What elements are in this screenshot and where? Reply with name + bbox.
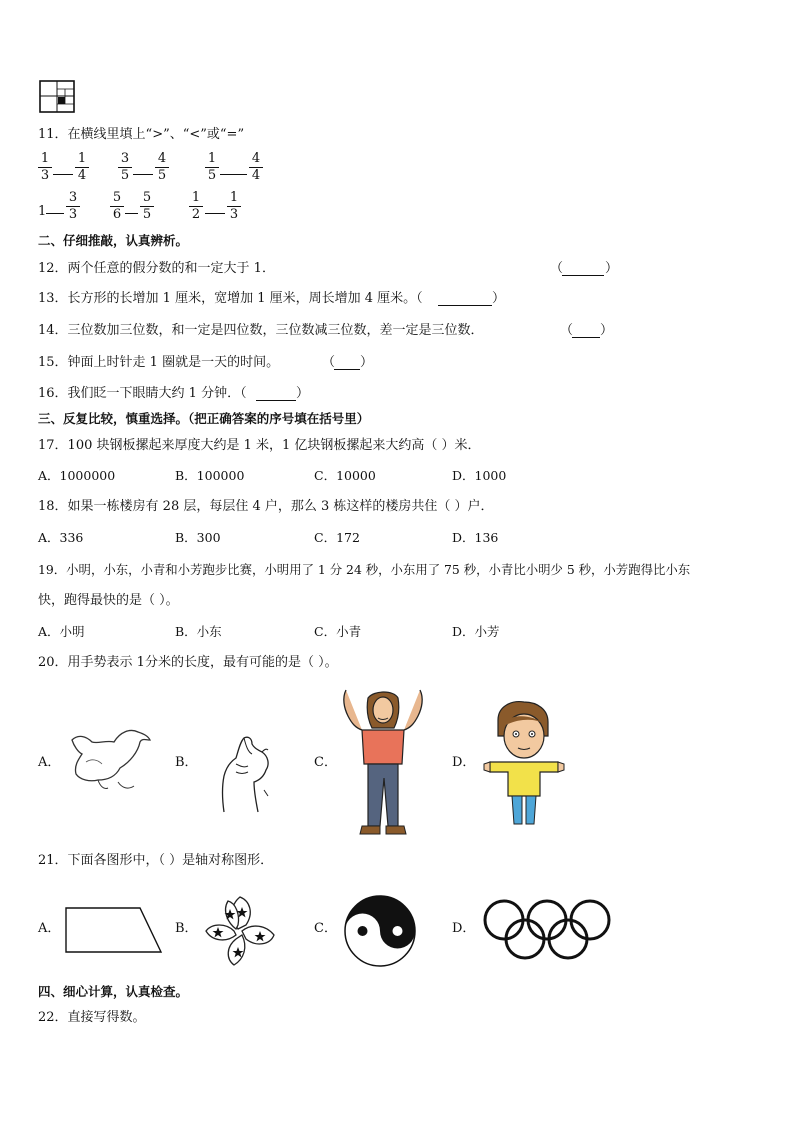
q12-answer-blank[interactable] <box>562 274 604 276</box>
q17-option-b[interactable]: B．100000 <box>175 468 245 483</box>
fraction: $\frac{1}{5}$ <box>205 152 219 183</box>
compare-blank[interactable] <box>53 173 73 175</box>
q19-text-line2: 快，跑得最快的是（ ）。 <box>38 593 179 608</box>
q12-paren-right: ） <box>605 261 619 276</box>
q20-option-a-label[interactable]: A． <box>38 755 61 770</box>
q19-option-d[interactable]: D．小芳 <box>452 624 500 639</box>
q11-title: 11．在横线里填上“>”、“<”或“=” <box>38 127 245 142</box>
q16-answer-blank[interactable] <box>256 399 296 401</box>
q17-option-d[interactable]: D．1000 <box>452 468 507 483</box>
q13-paren-right: ） <box>492 291 506 306</box>
olympic-rings-figure <box>480 898 614 962</box>
q14-answer-blank[interactable] <box>572 336 600 338</box>
fraction: $\frac{1}{2}$ <box>189 191 203 222</box>
q19-option-a[interactable]: A．小明 <box>38 624 85 639</box>
q21-option-d-label[interactable]: D． <box>452 921 476 936</box>
q18-option-a[interactable]: A．336 <box>38 530 84 545</box>
q13-text: 13．长方形的长增加 1 厘米，宽增加 1 厘米，周长增加 4 厘米。（ <box>38 291 423 306</box>
boy-arms-outstretched-image <box>482 700 566 826</box>
section-heading: 三、反复比较，慎重选择。（把正确答案的序号填在括号里） <box>38 411 370 426</box>
person-arms-raised-image <box>338 686 428 836</box>
q18-option-c[interactable]: C．172 <box>314 530 360 545</box>
fraction: $\frac{1}{3}$ <box>38 152 52 183</box>
yin-yang-figure <box>342 893 418 969</box>
q20-option-b-label[interactable]: B． <box>175 755 198 770</box>
q18-option-d[interactable]: D．136 <box>452 530 499 545</box>
compare-blank[interactable] <box>220 173 247 175</box>
fraction: $\frac{3}{3}$ <box>66 191 80 222</box>
q12-text: 12．两个任意的假分数的和一定大于 1． <box>38 261 275 276</box>
q20-option-d-label[interactable]: D． <box>452 755 476 770</box>
q21-option-b-label[interactable]: B． <box>175 921 198 936</box>
fraction: $\frac{4}{5}$ <box>155 152 169 183</box>
hand-dove-shadow-image <box>68 722 152 794</box>
fraction: $\frac{1}{3}$ <box>227 191 241 222</box>
q15-answer-blank[interactable] <box>334 368 360 370</box>
q21-option-c-label[interactable]: C． <box>314 921 337 936</box>
q19-text-line1: 19．小明，小东，小青和小芳跑步比赛，小明用了 1 分 24 秒，小东用了 75 秒，小青比小明少 5 秒，小芳跑得比小东 <box>38 562 691 577</box>
q12-paren-left: （ <box>550 261 564 276</box>
grid-figure <box>39 80 77 114</box>
q16-text: 16．我们眨一下眼睛大约 1 分钟．（ <box>38 386 247 401</box>
parallelogram-figure <box>64 906 164 956</box>
section-heading: 二、仔细推敲，认真辨析。 <box>38 233 189 248</box>
fraction: $\frac{3}{5}$ <box>118 152 132 183</box>
q19-option-c[interactable]: C．小青 <box>314 624 362 639</box>
q16-paren-right: ） <box>296 386 310 401</box>
q15-paren-left: （ <box>322 355 336 370</box>
q14-paren-right: ） <box>600 323 614 338</box>
compare-blank[interactable] <box>46 212 64 214</box>
compare-blank[interactable] <box>205 212 225 214</box>
q21-option-a-label[interactable]: A． <box>38 921 61 936</box>
section-heading: 四、细心计算，认真检查。 <box>38 984 189 999</box>
q18-option-b[interactable]: B．300 <box>175 530 221 545</box>
fraction: $\frac{4}{4}$ <box>249 152 263 183</box>
q18-text: 18．如果一栋楼房有 28 层，每层住 4 户，那么 3 栋这样的楼房共住（ ）户． <box>38 499 494 514</box>
q20-option-c-label[interactable]: C． <box>314 755 337 770</box>
whole-number: 1 <box>38 204 47 219</box>
q14-text: 14．三位数加三位数，和一定是四位数，三位数减三位数，差一定是三位数． <box>38 323 484 338</box>
bauhinia-flower-figure <box>200 893 280 969</box>
q19-option-b[interactable]: B．小东 <box>175 624 222 639</box>
q14-paren-left: （ <box>560 323 574 338</box>
q21-text: 21．下面各图形中，（ ）是轴对称图形． <box>38 853 274 868</box>
q13-answer-blank[interactable] <box>438 304 492 306</box>
q17-text: 17．100 块钢板摞起来厚度大约是 1 米，1 亿块钢板摞起来大约高（ ）米． <box>38 438 481 453</box>
compare-blank[interactable] <box>133 173 153 175</box>
fraction: $\frac{5}{6}$ <box>110 191 124 222</box>
hand-pinch-gesture-image <box>214 734 276 814</box>
q20-text: 20．用手势表示 1分米的长度，最有可能的是（ ）。 <box>38 655 338 670</box>
q17-option-c[interactable]: C．10000 <box>314 468 376 483</box>
fraction: $\frac{1}{4}$ <box>75 152 89 183</box>
q15-paren-right: ） <box>360 355 374 370</box>
compare-blank[interactable] <box>125 212 138 214</box>
q15-text: 15．钟面上时针走 1 圈就是一天的时间。 <box>38 355 280 370</box>
fraction: $\frac{5}{5}$ <box>140 191 154 222</box>
q17-option-a[interactable]: A．1000000 <box>38 468 116 483</box>
q22-text: 22．直接写得数。 <box>38 1010 146 1025</box>
